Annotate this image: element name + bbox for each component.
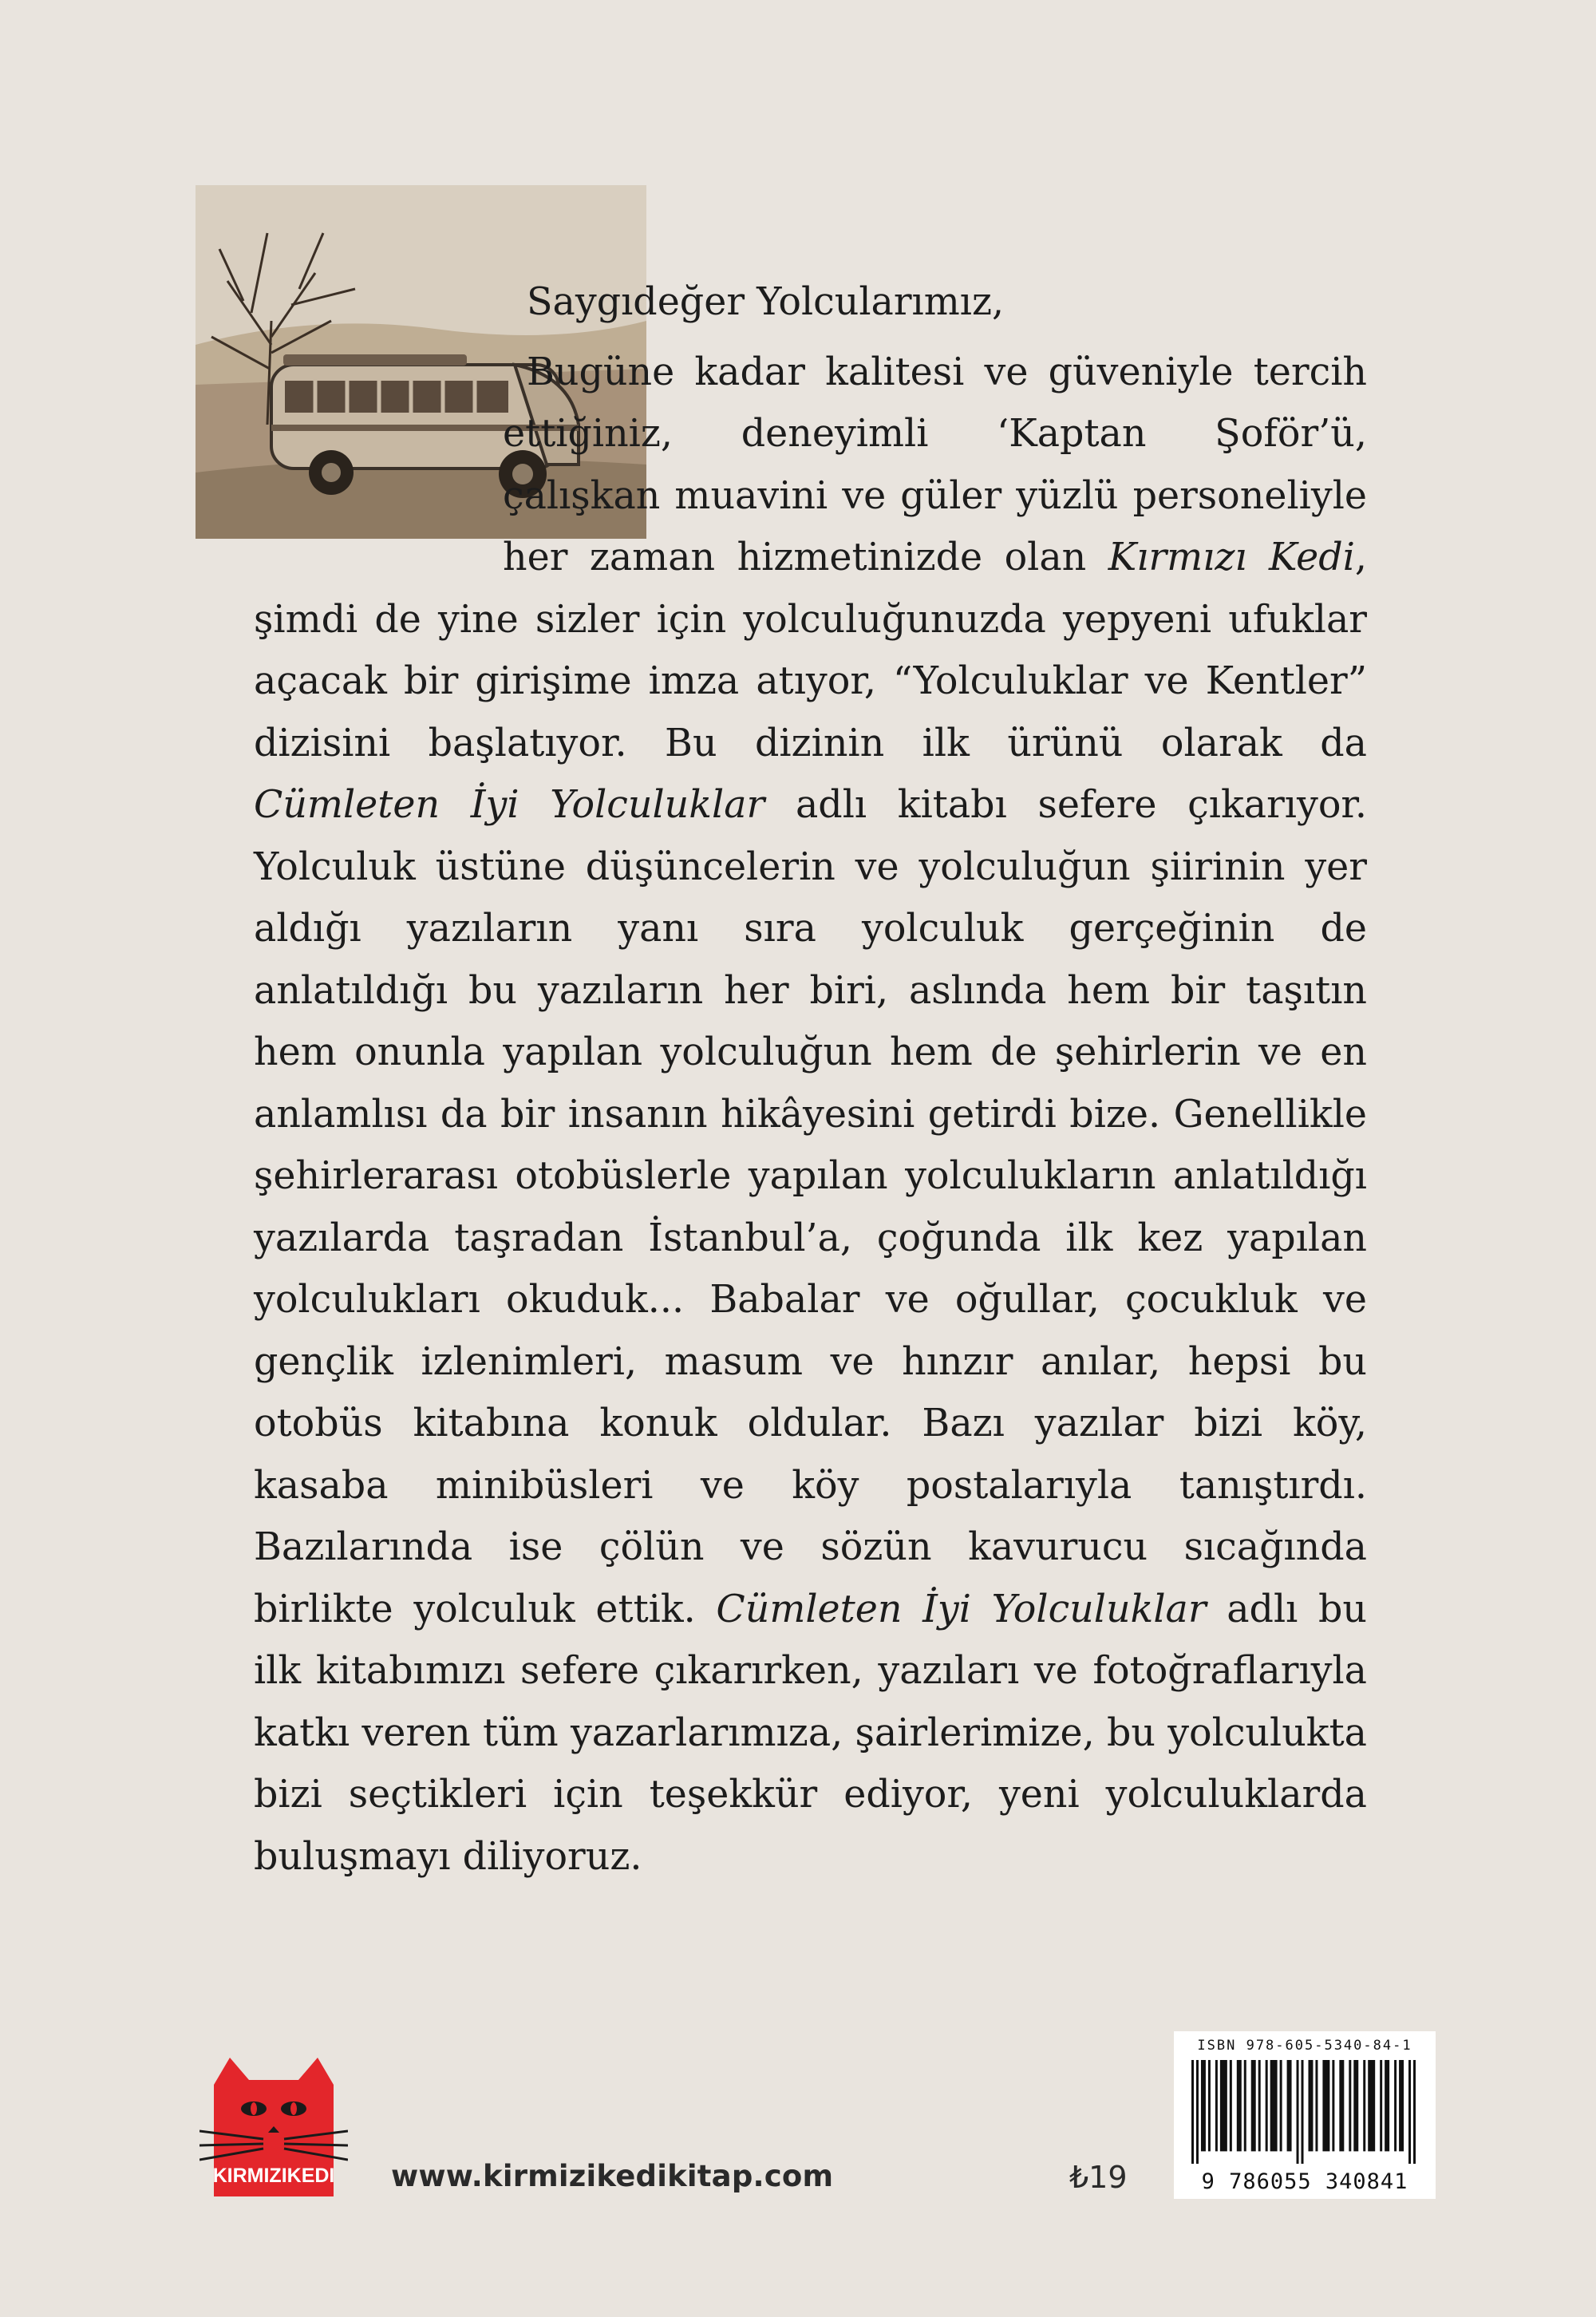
back-cover-text [254, 271, 1367, 1888]
barcode-bars [1191, 2060, 1418, 2164]
isbn-barcode [1174, 2031, 1436, 2199]
price-label: ₺19 [1069, 2160, 1128, 2195]
salutation: Saygıdeğer Yolcularımız, [527, 280, 1005, 324]
isbn-label: ISBN 978-605-5340-84-1 [1197, 2038, 1412, 2054]
body-paragraph [254, 342, 1367, 1888]
body-text-part: , şimdi de yine sizler için yolculuğunuzda yepyeni ufuklar açacak bir girişime imza atıyor, “Yolculuklar ve Kentler” dizisini başlatıyor. Bu dizinin ilk ürünü olarak da [254, 536, 1367, 765]
body-text-part: adlı kitabı sefere çıkarıyor. Yolculuk üstüne düşüncelerin ve yolculuğun şiirinin yer aldığı yazıların yanı sıra yolculuk gerçeğinin de anlatıldığı bu yazıların her biri, aslında hem bir taşıtın hem onunla yapılan yolculuğun hem de şehirlerin ve en anlamlısı da bir insanın hikâyesini getirdi bize. Genellikle şehirlerarası otobüslerle yapılan yolculukların anlatıldığı yazılarda taşradan İstanbul’a, çoğunda ilk kez yapılan yolculukları okuduk... Babalar ve oğullar, çocukluk ve gençlik izlenimleri, masum ve hınzır anılar, hepsi bu otobüs kitabına konuk oldular. Bazı yazılar bizi köy, kasaba minibüsleri ve köy postalarıyla tanıştırdı. Bazılarında ise çölün ve sözün kavurucu sıcağında birlikte yolculuk ettik. [254, 783, 1368, 1631]
brand-name: Kırmızı Kedi [1108, 536, 1355, 579]
body-text-part: adlı bu ilk kitabımızı sefere çıkarırken, yazıları ve fotoğraflarıyla katkı veren tüm yazarlarımıza, şairlerimize, bu yolculukta bizi seçtikleri için teşekkür ediyor, yeni yolculuklarda buluşmayı diliyoruz. [254, 1587, 1367, 1879]
barcode-digits: 9 786055 340841 [1201, 2169, 1408, 2194]
publisher-website: www.kirmizikedikitap.com [391, 2159, 834, 2193]
logo-wordmark: KIRMIZIKEDI [212, 2165, 335, 2187]
book-title: Cümleten İyi Yolculuklar [716, 1587, 1207, 1631]
book-title: Cümleten İyi Yolculuklar [254, 783, 765, 827]
body-text-part: Bugüne kadar kalitesi ve güveniyle tercih ettiğiniz, deneyimli ‘Kaptan Şoför’ü, çalışkan muavini ve güler yüzlü personeliyle her zaman hizmetinizde olan [503, 350, 1367, 579]
photo-text-wrap [0, 271, 503, 567]
publisher-logo [200, 2053, 348, 2196]
